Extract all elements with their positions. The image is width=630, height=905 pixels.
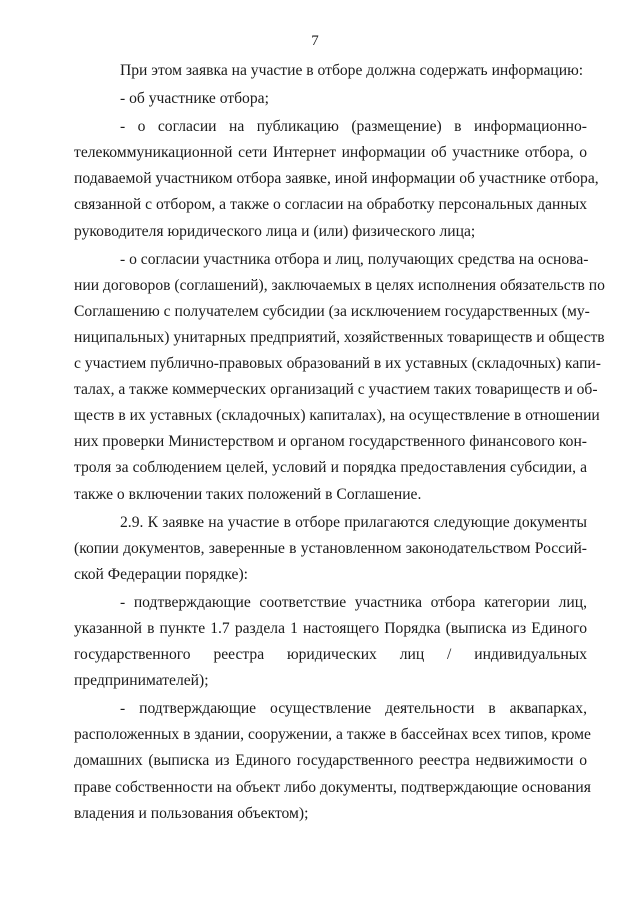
text-line: домашних (выписка из Единого государственного реестра недвижимости о bbox=[74, 752, 587, 770]
text-line: также о включении таких положений в Соглашение. bbox=[74, 485, 422, 503]
text-line: ществ в их уставных (складочных) капиталах), на осуществление в отношении bbox=[74, 407, 600, 425]
text-line: - о согласии участника отбора и лиц, получающих средства на основа- bbox=[120, 250, 589, 268]
text-line: ниципальных) унитарных предприятий, хозяйственных товариществ и обществ bbox=[74, 328, 605, 346]
text-line: - об участнике отбора; bbox=[120, 90, 269, 108]
text-line: государственного реестра юридических лиц / индивидуальных bbox=[74, 646, 587, 664]
text-line: телекоммуникационной сети Интернет информации об участнике отбора, о bbox=[74, 144, 587, 162]
item-publication-consent bbox=[74, 114, 599, 244]
text-line: - подтверждающие осуществление деятельности в аквапарках, bbox=[120, 700, 587, 718]
text-line: с участием публично-правовых образований в их уставных (складочных) капи- bbox=[74, 355, 601, 373]
text-line: ской Федерации порядке): bbox=[74, 565, 248, 583]
item-category-confirmation bbox=[74, 590, 587, 694]
text-line: указанной в пункте 1.7 раздела 1 настоящего Порядка (выписка из Единого bbox=[74, 619, 587, 637]
text-line: нии договоров (соглашений), заключаемых в целях исполнения обязательств по bbox=[74, 276, 605, 294]
intro-paragraph bbox=[74, 58, 587, 84]
text-line: Соглашению с получателем субсидии (за исключением государственных (му- bbox=[74, 302, 590, 320]
item-participant bbox=[74, 86, 587, 112]
text-line: (копии документов, заверенные в установленном законодательством Россий- bbox=[74, 539, 587, 557]
text-line: - о согласии на публикацию (размещение) в информационно- bbox=[120, 118, 587, 136]
text-line: предпринимателей); bbox=[74, 672, 209, 690]
page-number: 7 bbox=[311, 33, 319, 49]
text-line: подаваемой участником отбора заявке, иной информации об участнике отбора, bbox=[74, 170, 599, 188]
text-line: 2.9. К заявке на участие в отборе прилагаются следующие документы bbox=[120, 513, 587, 531]
text-line: них проверки Министерством и органом государственного финансового кон- bbox=[74, 433, 587, 451]
text-line: талах, а также коммерческих организаций с участием таких товариществ и об- bbox=[74, 381, 598, 399]
document-body bbox=[74, 58, 605, 827]
text-line: руководителя юридического лица и (или) физического лица; bbox=[74, 222, 476, 240]
item-activity-confirmation bbox=[74, 696, 591, 826]
text-line: При этом заявка на участие в отборе должна содержать информацию: bbox=[120, 62, 584, 79]
text-line: троля за соблюдением целей, условий и порядка предоставления субсидии, а bbox=[74, 459, 587, 477]
text-line: - подтверждающие соответствие участника отбора категории лиц, bbox=[120, 593, 587, 611]
text-line: расположенных в здании, сооружении, а также в бассейнах всех типов, кроме bbox=[74, 726, 591, 744]
section-2-9 bbox=[74, 510, 587, 588]
text-line: владения и пользования объектом); bbox=[74, 804, 309, 822]
text-line: праве собственности на объект либо документы, подтверждающие основания bbox=[74, 778, 591, 796]
item-inspection-consent bbox=[74, 247, 605, 508]
text-line: связанной с отбором, а также о согласии на обработку персональных данных bbox=[74, 196, 587, 214]
